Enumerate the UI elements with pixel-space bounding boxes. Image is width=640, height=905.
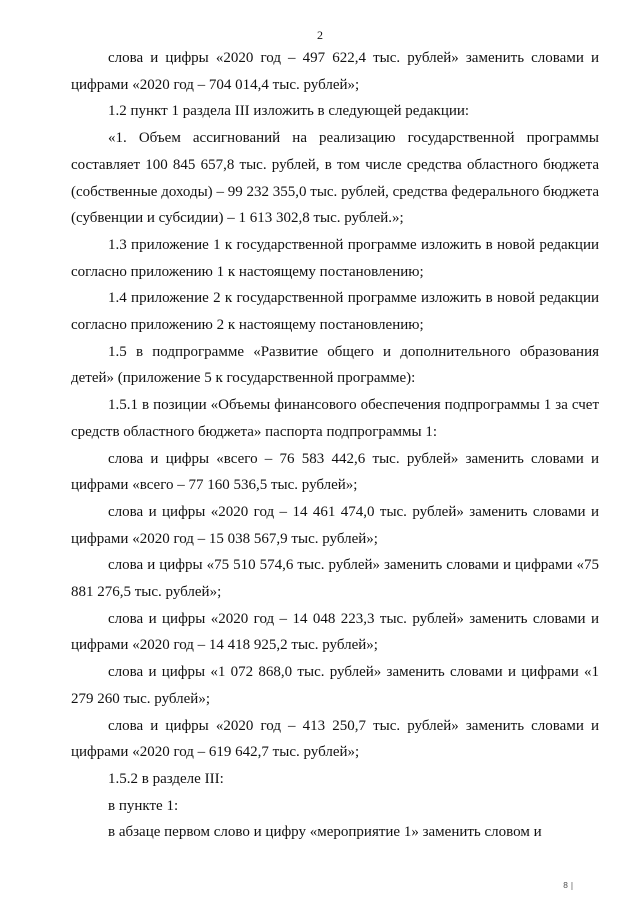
corner-mark: 8 |	[563, 881, 574, 890]
paragraph: слова и цифры «75 510 574,6 тыс. рублей» заменить словами и цифрами «75 881 276,5 тыс. рублей»;	[71, 557, 599, 601]
paragraph: 1.5.1 в позиции «Объемы финансового обеспечения подпрограммы 1 за счет средств областного бюджета» паспорта подпрограммы 1:	[71, 397, 599, 440]
document-body	[71, 45, 599, 846]
paragraph: слова и цифры «всего – 76 583 442,6 тыс. рублей» заменить словами и цифрами «всего – 77 160 536,5 тыс. рублей»;	[71, 450, 599, 494]
paragraph: слова и цифры «2020 год – 14 461 474,0 тыс. рублей» заменить словами и цифрами «2020 год – 15 038 567,9 тыс. рублей»;	[71, 503, 599, 547]
paragraph: 1.5 в подпрограмме «Развитие общего и дополнительного образования детей» (приложение 5 к государственной программе):	[71, 343, 599, 387]
page-number: 2	[317, 28, 323, 42]
paragraph: слова и цифры «2020 год – 497 622,4 тыс. рублей» заменить словами и цифрами «2020 год – 704 014,4 тыс. рублей»;	[71, 50, 599, 93]
paragraph: слова и цифры «1 072 868,0 тыс. рублей» заменить словами и цифрами «1 279 260 тыс. рублей»;	[71, 664, 599, 707]
paragraph: слова и цифры «2020 год – 413 250,7 тыс. рублей» заменить словами и цифрами «2020 год – 619 642,7 тыс. рублей»;	[71, 717, 599, 761]
paragraph: в пункте 1:	[108, 797, 179, 814]
paragraph: в абзаце первом слово и цифру «мероприятие 1» заменить словом и	[108, 824, 542, 841]
paragraph: слова и цифры «2020 год – 14 048 223,3 тыс. рублей» заменить словами и цифрами «2020 год – 14 418 925,2 тыс. рублей»;	[71, 610, 599, 654]
paragraph: 1.2 пункт 1 раздела III изложить в следующей редакции:	[108, 103, 470, 120]
paragraph: 1.3 приложение 1 к государственной программе изложить в новой редакции согласно приложению 1 к настоящему постановлению;	[71, 236, 599, 280]
paragraph: «1. Объем ассигнований на реализацию государственной программы составляет 100 845 657,8 тыс. рублей, в том числе средства областного бюджета (собственные доходы) – 99 232 355,0 тыс. рублей, средства федерального бюджета (субвенции и субсидии) – 1 613 302,8 тыс. рублей.»;	[71, 130, 599, 227]
paragraph: 1.4 приложение 2 к государственной программе изложить в новой редакции согласно приложению 2 к настоящему постановлению;	[71, 290, 599, 334]
paragraph: 1.5.2 в разделе III:	[108, 770, 224, 787]
